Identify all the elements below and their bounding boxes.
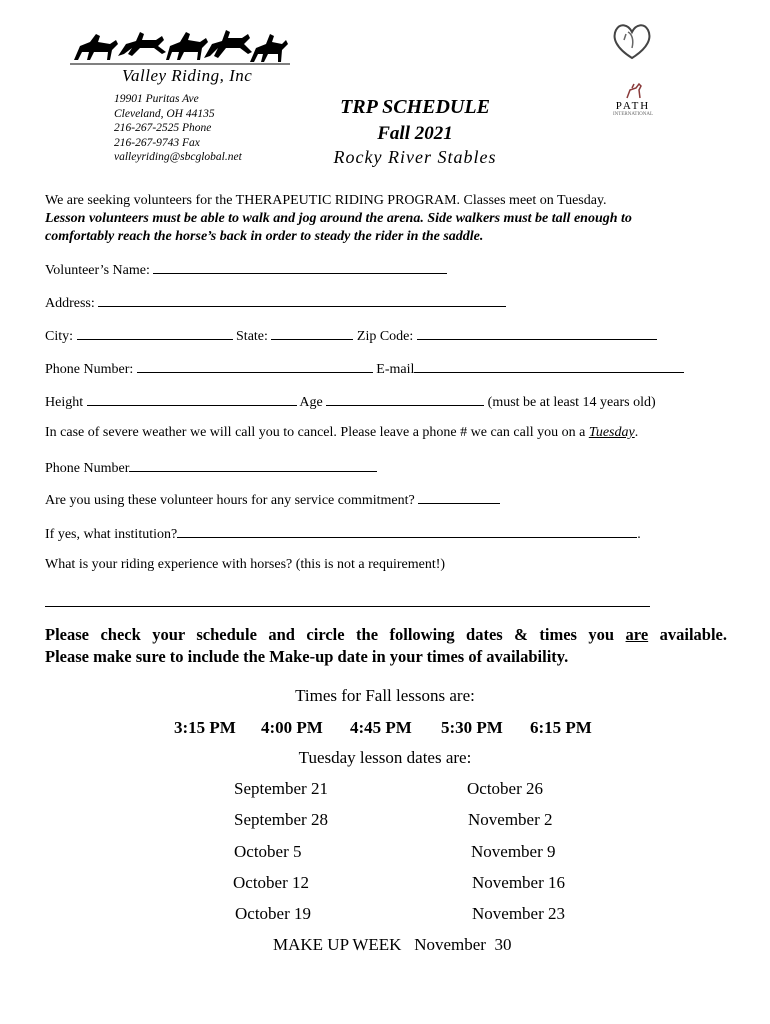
zip-label: Zip Code: bbox=[356, 329, 414, 344]
phone-number-2-label: Phone Number bbox=[45, 461, 130, 476]
weather-note-end: . bbox=[634, 425, 639, 440]
time-slot-3[interactable]: 4:45 PM bbox=[350, 718, 412, 737]
valley-riding-horses-logo bbox=[70, 26, 290, 68]
date-left-3[interactable]: October 5 bbox=[234, 842, 302, 861]
instructions-line-1 bbox=[45, 625, 727, 645]
times-heading: Times for Fall lessons are: bbox=[295, 686, 475, 705]
heart-horse-logo-icon bbox=[610, 20, 654, 62]
service-question: Are you using these volunteer hours for any service commitment? bbox=[45, 493, 415, 508]
volunteer-name-row bbox=[45, 261, 447, 279]
city-state-zip-row bbox=[45, 327, 657, 345]
height-field[interactable] bbox=[87, 393, 297, 406]
date-left-5[interactable]: October 19 bbox=[235, 904, 312, 923]
volunteer-name-field[interactable] bbox=[153, 261, 447, 274]
page-title: TRP SCHEDULE bbox=[340, 96, 490, 118]
address-fax: 216-267-9743 Fax bbox=[114, 136, 200, 149]
phone-email-row bbox=[45, 360, 684, 378]
weather-note-text: In case of severe weather we will call you to cancel. Please leave a phone # we can call you on a bbox=[45, 425, 586, 440]
instructions-available: available. bbox=[659, 625, 728, 644]
time-slot-4[interactable]: 5:30 PM bbox=[441, 718, 503, 737]
volunteer-name-label: Volunteer’s Name: bbox=[45, 263, 150, 278]
experience-question: What is your riding experience with horses? (this is not a requirement!) bbox=[45, 557, 446, 572]
age-field[interactable] bbox=[326, 393, 484, 406]
email-label: E-mail bbox=[376, 362, 415, 377]
institution-end: . bbox=[637, 527, 641, 542]
address-row bbox=[45, 294, 506, 312]
date-left-2[interactable]: September 28 bbox=[234, 810, 328, 829]
date-left-1[interactable]: September 21 bbox=[234, 779, 328, 798]
service-row bbox=[45, 491, 500, 509]
date-right-3[interactable]: November 9 bbox=[471, 842, 556, 861]
path-logo-text: PATH bbox=[615, 100, 651, 112]
dates-heading: Tuesday lesson dates are: bbox=[298, 748, 472, 767]
address-label: Address: bbox=[45, 296, 95, 311]
brand-name: Valley Riding, Inc bbox=[122, 66, 253, 85]
experience-answer-line[interactable] bbox=[45, 606, 650, 607]
institution-field[interactable] bbox=[177, 525, 637, 538]
date-right-4[interactable]: November 16 bbox=[472, 873, 566, 892]
date-right-5[interactable]: November 23 bbox=[472, 904, 566, 923]
height-label: Height bbox=[45, 395, 84, 410]
date-left-4[interactable]: October 12 bbox=[233, 873, 310, 892]
weather-note bbox=[45, 425, 638, 441]
height-age-row bbox=[45, 393, 656, 411]
time-slot-2[interactable]: 4:00 PM bbox=[261, 718, 323, 737]
phone-field[interactable] bbox=[137, 360, 373, 373]
page-subtitle-season: Fall 2021 bbox=[377, 123, 453, 144]
age-label: Age bbox=[299, 395, 323, 410]
instructions-are: are bbox=[625, 625, 649, 644]
institution-row bbox=[45, 525, 641, 543]
intro-line-1: We are seeking volunteers for the THERAPEUTIC RIDING PROGRAM. Classes meet on Tuesday. bbox=[45, 193, 607, 208]
date-right-1[interactable]: October 26 bbox=[467, 779, 544, 798]
address-email: valleyriding@sbcglobal.net bbox=[114, 151, 242, 164]
page-subtitle-location: Rocky River Stables bbox=[333, 147, 497, 167]
address-field[interactable] bbox=[98, 294, 506, 307]
path-logo-subtext: INTERNATIONAL bbox=[613, 112, 653, 117]
address-city: Cleveland, OH 44135 bbox=[114, 107, 215, 120]
time-slot-1[interactable]: 3:15 PM bbox=[174, 718, 236, 737]
address-block bbox=[114, 92, 242, 165]
phone-number-2-row bbox=[45, 459, 377, 477]
intro-line-3: comfortably reach the horse’s back in order to steady the rider in the saddle. bbox=[45, 229, 484, 244]
age-note: (must be at least 14 years old) bbox=[487, 395, 656, 410]
time-slot-5[interactable]: 6:15 PM bbox=[530, 718, 592, 737]
state-field[interactable] bbox=[271, 327, 353, 340]
address-street: 19901 Puritas Ave bbox=[114, 93, 199, 105]
instructions-line-2: Please make sure to include the Make-up date in your times of availability. bbox=[45, 647, 569, 666]
intro-line-2: Lesson volunteers must be able to walk and jog around the arena. Side walkers must be tall enough to bbox=[45, 211, 632, 226]
weather-note-day: Tuesday bbox=[588, 425, 635, 440]
path-logo bbox=[598, 100, 668, 118]
city-label: City: bbox=[45, 329, 74, 344]
path-rider-icon bbox=[624, 82, 644, 100]
instructions-line-1-text: Please check your schedule and circle the following dates & times you bbox=[45, 625, 615, 644]
city-field[interactable] bbox=[77, 327, 233, 340]
makeup-week[interactable]: MAKE UP WEEK November 30 bbox=[273, 935, 512, 954]
date-right-2[interactable]: November 2 bbox=[468, 810, 553, 829]
state-label: State: bbox=[236, 329, 268, 344]
email-field[interactable] bbox=[414, 360, 684, 373]
phone-label: Phone Number: bbox=[45, 362, 134, 377]
institution-question: If yes, what institution? bbox=[45, 527, 178, 542]
phone-number-2-field[interactable] bbox=[129, 459, 377, 472]
address-phone: 216-267-2525 Phone bbox=[114, 122, 212, 135]
service-field[interactable] bbox=[418, 491, 500, 504]
zip-field[interactable] bbox=[417, 327, 657, 340]
